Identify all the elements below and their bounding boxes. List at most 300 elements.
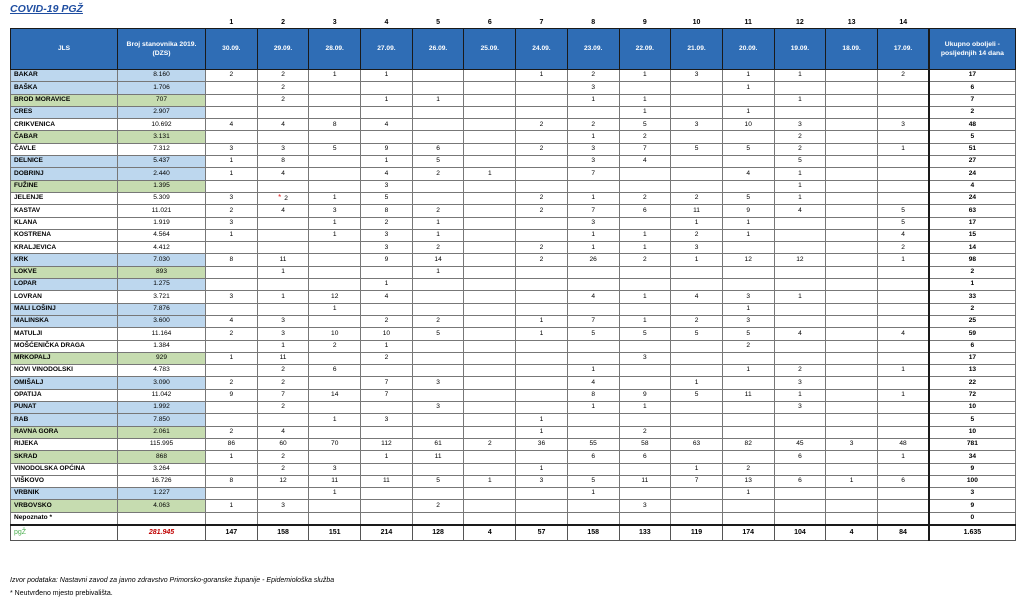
- case-count-cell: [464, 315, 516, 327]
- header-date: 17.09.: [877, 29, 929, 70]
- row-total: 51: [929, 143, 1015, 155]
- row-total: 33: [929, 291, 1015, 303]
- case-count: 2: [229, 71, 234, 79]
- case-count-cell: [877, 82, 929, 94]
- case-count: 5: [643, 329, 647, 337]
- case-count-cell: [774, 106, 826, 118]
- case-count-cell: [257, 217, 309, 229]
- case-count-cell: [774, 156, 826, 168]
- case-count: 4: [746, 169, 751, 177]
- case-count-cell: [722, 131, 774, 143]
- case-count-cell: [671, 205, 723, 217]
- case-count-cell: [464, 328, 516, 340]
- case-count-cell: [206, 377, 258, 389]
- case-count-cell: [877, 94, 929, 106]
- case-count-cell: [206, 451, 258, 463]
- case-count-cell: [516, 94, 568, 106]
- case-count-cell: [516, 266, 568, 278]
- case-count: 3: [643, 501, 647, 509]
- case-count-cell: [309, 119, 361, 131]
- case-count: 3: [332, 206, 337, 214]
- case-count-cell: [206, 82, 258, 94]
- header-jls: JLS: [11, 29, 118, 70]
- case-count: 1: [849, 477, 854, 485]
- case-count-cell: [774, 315, 826, 327]
- case-count: 1: [436, 268, 440, 276]
- population-cell: 11.021: [118, 205, 206, 217]
- case-count: 58: [641, 440, 649, 448]
- case-count: 1: [694, 378, 699, 386]
- header-date: 20.09.: [722, 29, 774, 70]
- case-count-cell: [206, 352, 258, 364]
- population-cell: 4.564: [118, 229, 206, 241]
- table-row: [11, 279, 1016, 291]
- case-count-cell: [826, 82, 878, 94]
- case-count-cell: [309, 352, 361, 364]
- case-count: 1: [281, 341, 285, 349]
- case-count: 4: [281, 427, 285, 435]
- case-count: 1: [436, 95, 440, 103]
- case-count-cell: [826, 131, 878, 143]
- case-count-cell: [206, 180, 258, 192]
- column-number: 9: [642, 19, 647, 26]
- case-count-cell: [464, 229, 516, 241]
- case-count-cell: [361, 291, 413, 303]
- case-count-cell: [464, 82, 516, 94]
- case-count: 7: [384, 391, 389, 399]
- case-count-cell: [877, 315, 929, 327]
- case-count-cell: [206, 488, 258, 500]
- case-count: 1: [332, 489, 337, 497]
- case-count-cell: [257, 192, 309, 204]
- municipality-name: LOPAR: [11, 279, 118, 291]
- municipality-name: VRBOVSKO: [11, 500, 118, 512]
- row-total: 27: [929, 156, 1015, 168]
- case-count: 1: [539, 329, 544, 337]
- case-count-cell: [412, 168, 464, 180]
- case-count: 2: [539, 194, 544, 202]
- case-count-cell: [309, 402, 361, 414]
- case-count-cell: [619, 119, 671, 131]
- municipality-name: MALI LOŠINJ: [11, 303, 118, 315]
- case-count-cell: [722, 377, 774, 389]
- case-count: 2: [487, 440, 492, 448]
- case-count: 1: [643, 71, 647, 79]
- case-count-cell: [877, 402, 929, 414]
- case-count: 1: [229, 231, 234, 239]
- case-count-cell: [361, 70, 413, 82]
- case-count-cell: [671, 463, 723, 475]
- case-count-cell: [774, 352, 826, 364]
- case-count: 1: [229, 169, 234, 177]
- case-count: 5: [746, 145, 751, 153]
- case-count: 1: [539, 464, 544, 472]
- case-count: 1: [643, 317, 647, 325]
- case-count-cell: [361, 352, 413, 364]
- case-count-cell: [309, 500, 361, 512]
- case-count-cell: [309, 463, 361, 475]
- case-count: 61: [434, 440, 442, 448]
- case-count-cell: [826, 340, 878, 352]
- case-count-cell: [671, 266, 723, 278]
- case-count: 7: [591, 317, 595, 325]
- case-count-cell: [257, 229, 309, 241]
- case-count-cell: [671, 106, 723, 118]
- case-count-cell: [464, 291, 516, 303]
- case-count-cell: [567, 475, 619, 487]
- case-count-cell: [774, 463, 826, 475]
- case-count-cell: [619, 217, 671, 229]
- case-count-cell: [206, 205, 258, 217]
- table-row: [11, 500, 1016, 512]
- daily-total: 158: [567, 525, 619, 541]
- case-count: 11: [744, 391, 752, 399]
- population-cell: 3.721: [118, 291, 206, 303]
- case-count-cell: [516, 82, 568, 94]
- case-count: 63: [692, 440, 701, 448]
- case-count-cell: [516, 512, 568, 525]
- case-count: 3: [591, 218, 595, 226]
- column-number: 14: [899, 19, 908, 26]
- table-row: [11, 205, 1016, 217]
- population-cell: 10.692: [118, 119, 206, 131]
- case-count-cell: [567, 168, 619, 180]
- case-count-cell: [309, 291, 361, 303]
- population-cell: 3.090: [118, 377, 206, 389]
- case-count-cell: [464, 180, 516, 192]
- case-count-cell: [774, 70, 826, 82]
- case-count-cell: [774, 192, 826, 204]
- table-row: [11, 352, 1016, 364]
- case-count-cell: [722, 389, 774, 401]
- table-row: [11, 192, 1016, 204]
- population-cell: 1.992: [118, 402, 206, 414]
- case-count: 3: [694, 120, 699, 128]
- case-count-cell: [412, 131, 464, 143]
- case-count-cell: [671, 94, 723, 106]
- case-count-cell: [722, 303, 774, 315]
- header-date: 24.09.: [516, 29, 568, 70]
- case-count-cell: [206, 438, 258, 450]
- case-count: 1: [539, 415, 544, 423]
- case-count-cell: [361, 180, 413, 192]
- case-count-cell: [826, 389, 878, 401]
- population-cell: 4.063: [118, 500, 206, 512]
- case-count: 2: [229, 329, 234, 337]
- case-count: 1: [281, 268, 285, 276]
- case-count-cell: [619, 70, 671, 82]
- table-row: [11, 377, 1016, 389]
- case-count-cell: [309, 414, 361, 426]
- case-count-cell: [567, 119, 619, 131]
- case-count-cell: [722, 451, 774, 463]
- case-count-cell: [826, 229, 878, 241]
- table-row: [11, 168, 1016, 180]
- case-count-cell: [774, 512, 826, 525]
- population-cell: 11.164: [118, 328, 206, 340]
- case-count-cell: [464, 168, 516, 180]
- row-total: 0: [929, 512, 1015, 525]
- table-row: [11, 463, 1016, 475]
- case-count-cell: [722, 192, 774, 204]
- case-count-cell: [722, 279, 774, 291]
- case-count: 2: [591, 71, 595, 79]
- case-count-cell: [826, 279, 878, 291]
- daily-total: 57: [516, 525, 568, 541]
- case-count-cell: [412, 402, 464, 414]
- case-count: 48: [899, 440, 907, 448]
- case-count: 3: [281, 329, 285, 337]
- case-count: 4: [901, 231, 905, 239]
- municipality-name: RAB: [11, 414, 118, 426]
- case-count-cell: [567, 254, 619, 266]
- case-count: 3: [746, 292, 751, 300]
- case-count-cell: [826, 242, 878, 254]
- case-count-cell: [412, 488, 464, 500]
- case-count-cell: [206, 254, 258, 266]
- case-count-cell: [774, 217, 826, 229]
- case-count-cell: [206, 70, 258, 82]
- case-count: 3: [591, 83, 595, 91]
- case-count-cell: [257, 352, 309, 364]
- municipality-name: CRIKVENICA: [11, 119, 118, 131]
- case-count: 2: [694, 194, 699, 202]
- case-count: 2: [281, 378, 285, 386]
- case-count-cell: [309, 229, 361, 241]
- case-count: 1: [591, 489, 595, 497]
- population-cell: 5.437: [118, 156, 206, 168]
- case-count-cell: [722, 217, 774, 229]
- case-count-cell: [361, 94, 413, 106]
- case-count-cell: [361, 451, 413, 463]
- case-count-cell: [206, 143, 258, 155]
- case-count: 1: [643, 95, 647, 103]
- case-count: 9: [746, 206, 751, 214]
- case-count-cell: [206, 426, 258, 438]
- case-count: 3: [746, 317, 751, 325]
- case-count-cell: [567, 291, 619, 303]
- daily-total: 147: [206, 525, 258, 541]
- case-count-cell: [361, 217, 413, 229]
- case-count-cell: [826, 143, 878, 155]
- case-count: 5: [798, 157, 802, 165]
- case-count-cell: [826, 70, 878, 82]
- case-count: 2: [643, 132, 647, 140]
- case-count-cell: [361, 205, 413, 217]
- case-count: 60: [279, 440, 287, 448]
- case-count: 6: [643, 206, 647, 214]
- case-count-cell: [722, 463, 774, 475]
- case-count-cell: [671, 451, 723, 463]
- case-count: 3: [229, 145, 234, 153]
- case-count: 3: [798, 120, 802, 128]
- case-count: 2: [281, 403, 285, 411]
- case-count-cell: [257, 365, 309, 377]
- table-row: [11, 365, 1016, 377]
- case-count-cell: [412, 315, 464, 327]
- case-count-cell: [826, 205, 878, 217]
- header-date: 21.09.: [671, 29, 723, 70]
- case-count-cell: [257, 414, 309, 426]
- case-count: 70: [331, 440, 339, 448]
- case-count: 4: [229, 120, 234, 128]
- case-count: 1: [332, 415, 337, 423]
- population-cell: 2.061: [118, 426, 206, 438]
- case-count-cell: [206, 266, 258, 278]
- case-count-cell: [671, 352, 723, 364]
- case-count: 1: [901, 452, 905, 460]
- case-count-cell: [412, 82, 464, 94]
- case-count-cell: [361, 106, 413, 118]
- case-count-cell: [826, 365, 878, 377]
- column-number: 7: [539, 19, 544, 26]
- header-population: Broj stanovnika 2019. (DZS): [118, 29, 206, 70]
- case-count: 5: [436, 477, 440, 485]
- case-count-cell: [464, 365, 516, 377]
- case-count-cell: [722, 82, 774, 94]
- case-count-cell: [464, 451, 516, 463]
- daily-total: 4: [826, 525, 878, 541]
- case-count-cell: [826, 291, 878, 303]
- case-count-cell: [877, 328, 929, 340]
- column-number: 11: [744, 19, 752, 26]
- case-count-cell: [619, 156, 671, 168]
- row-total: 34: [929, 451, 1015, 463]
- case-count-cell: [567, 512, 619, 525]
- case-count-cell: [464, 340, 516, 352]
- case-count: 5: [384, 194, 389, 202]
- case-count-cell: [257, 500, 309, 512]
- municipality-name: ČABAR: [11, 131, 118, 143]
- table-row: [11, 340, 1016, 352]
- case-count-cell: [826, 266, 878, 278]
- case-count: 2: [539, 243, 544, 251]
- case-count-cell: [257, 475, 309, 487]
- population-cell: 5.309: [118, 192, 206, 204]
- daily-total: 84: [877, 525, 929, 541]
- case-count: 3: [694, 243, 699, 251]
- case-count-cell: [464, 377, 516, 389]
- row-total: 3: [929, 488, 1015, 500]
- case-count-cell: [412, 119, 464, 131]
- table-row: [11, 82, 1016, 94]
- totals-population: 281.945: [118, 525, 206, 541]
- case-count-cell: [671, 192, 723, 204]
- case-count-cell: [257, 180, 309, 192]
- case-count-cell: [257, 340, 309, 352]
- case-count: 2: [284, 195, 288, 203]
- case-count: 2: [539, 255, 544, 263]
- case-count: 4: [798, 329, 802, 337]
- case-count-cell: [516, 229, 568, 241]
- case-count-cell: [774, 229, 826, 241]
- case-count-cell: [877, 303, 929, 315]
- grand-total: 1.635: [929, 525, 1015, 541]
- case-count: 3: [436, 378, 440, 386]
- case-count-cell: [464, 438, 516, 450]
- case-count-cell: [877, 143, 929, 155]
- case-count: 6: [901, 477, 905, 485]
- municipality-name: KOSTRENA: [11, 229, 118, 241]
- case-count-cell: [877, 106, 929, 118]
- case-count-cell: [309, 180, 361, 192]
- case-count-cell: [412, 254, 464, 266]
- row-total: 10: [929, 426, 1015, 438]
- case-count-cell: [412, 143, 464, 155]
- case-count-cell: [722, 180, 774, 192]
- case-count-cell: [361, 328, 413, 340]
- case-count-cell: [774, 475, 826, 487]
- case-count-cell: [361, 315, 413, 327]
- case-count: 1: [746, 83, 751, 91]
- case-count: 1: [229, 354, 234, 362]
- case-count-cell: [412, 512, 464, 525]
- case-count-cell: [412, 426, 464, 438]
- case-count: 10: [331, 329, 339, 337]
- case-count: 1: [901, 391, 905, 399]
- case-count: 2: [384, 218, 389, 226]
- case-count-cell: [412, 279, 464, 291]
- case-count-cell: [877, 488, 929, 500]
- case-count-cell: [464, 475, 516, 487]
- case-count-cell: [826, 168, 878, 180]
- case-count: 3: [229, 218, 234, 226]
- case-count-cell: [257, 438, 309, 450]
- case-count: 11: [279, 354, 287, 362]
- case-count-cell: [464, 303, 516, 315]
- case-count-cell: [464, 500, 516, 512]
- case-count-cell: [516, 500, 568, 512]
- case-count-cell: [309, 205, 361, 217]
- case-count-cell: [412, 266, 464, 278]
- case-count-cell: [361, 192, 413, 204]
- case-count-cell: [412, 340, 464, 352]
- case-count: 6: [798, 477, 802, 485]
- case-count-cell: [257, 315, 309, 327]
- case-count: 2: [798, 366, 802, 374]
- case-count: 5: [694, 145, 699, 153]
- case-count-cell: [671, 365, 723, 377]
- case-count: 7: [591, 206, 595, 214]
- column-number-row: [11, 17, 1016, 29]
- case-count: 1: [332, 71, 337, 79]
- case-count-cell: [516, 414, 568, 426]
- population-cell: 1.384: [118, 340, 206, 352]
- case-count-cell: [671, 82, 723, 94]
- case-count-cell: [671, 217, 723, 229]
- unconfirmed-marker: *: [278, 193, 282, 203]
- case-count-cell: [722, 266, 774, 278]
- case-count-cell: [774, 254, 826, 266]
- daily-total: 133: [619, 525, 671, 541]
- case-count: 1: [591, 403, 595, 411]
- case-count-cell: [671, 168, 723, 180]
- case-count: 3: [281, 145, 285, 153]
- case-count-cell: [412, 463, 464, 475]
- case-count: 2: [643, 255, 647, 263]
- header-date: 18.09.: [826, 29, 878, 70]
- case-count: 2: [436, 317, 440, 325]
- case-count-cell: [206, 463, 258, 475]
- population-cell: 3.600: [118, 315, 206, 327]
- case-count-cell: [619, 192, 671, 204]
- case-count: 3: [229, 292, 234, 300]
- row-total: 7: [929, 94, 1015, 106]
- case-count: 1: [746, 304, 751, 312]
- case-count: 3: [229, 194, 234, 202]
- case-count: 3: [901, 120, 905, 128]
- case-count: 4: [694, 292, 699, 300]
